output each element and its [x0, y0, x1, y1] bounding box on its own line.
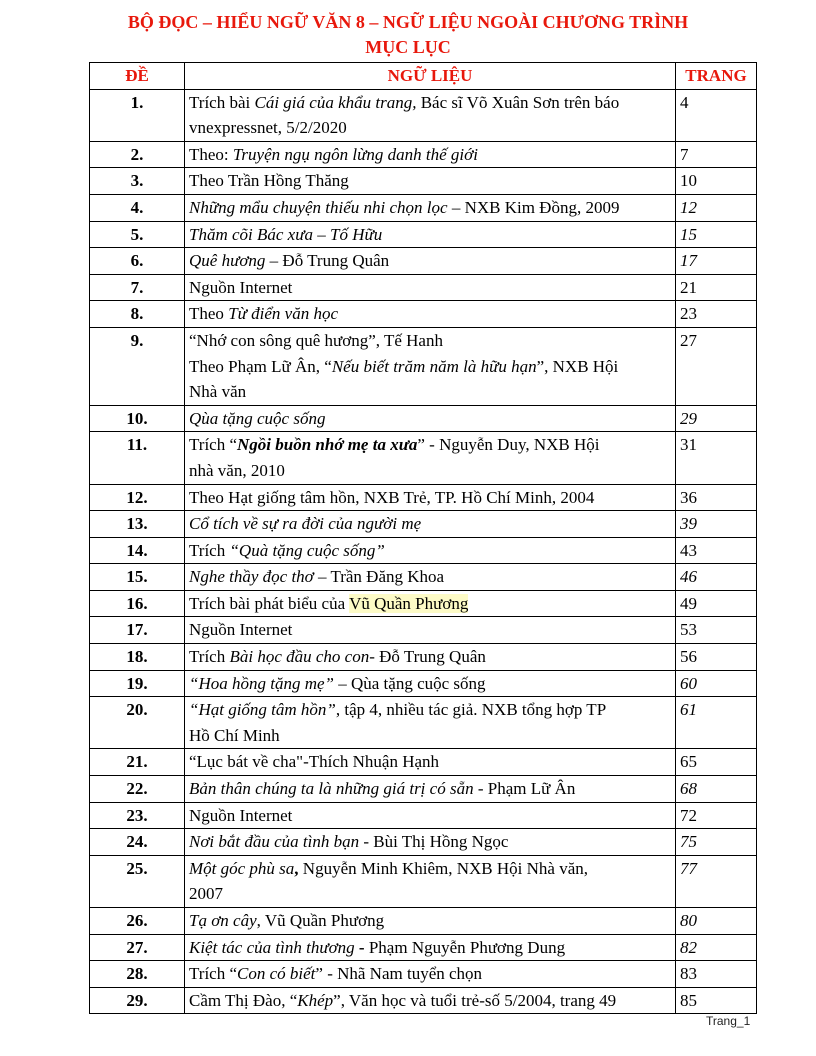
source-line	[189, 248, 671, 274]
entry-number: 29.	[90, 987, 185, 1014]
entry-source	[185, 749, 676, 776]
table-row	[90, 908, 757, 935]
entry-source	[185, 537, 676, 564]
table-row	[90, 961, 757, 988]
entry-page: 15	[676, 221, 757, 248]
page-footer: Trang_1	[706, 1014, 751, 1028]
table-row	[90, 194, 757, 221]
entry-source	[185, 590, 676, 617]
source-segment: -	[354, 937, 369, 957]
source-segment: Trích “	[189, 964, 238, 984]
col-header-trang: TRANG	[676, 63, 757, 90]
entry-source	[185, 221, 676, 248]
entry-source	[185, 802, 676, 829]
entry-source	[185, 776, 676, 803]
source-segment: , Vũ Quần Phương	[256, 911, 385, 930]
source-segment: Kiệt tác của tình thương	[189, 937, 355, 957]
source-line	[189, 432, 671, 458]
source-segment: Nguồn Internet	[189, 805, 293, 825]
source-segment: Theo Hạt giống tâm hồn, NXB Trẻ, TP. Hồ Chí Minh, 2004	[189, 487, 595, 507]
entry-page: 65	[676, 749, 757, 776]
entry-page: 17	[676, 248, 757, 275]
source-segment: Nếu biết trăm năm là hữu hạn	[331, 356, 537, 376]
entry-page: 10	[676, 168, 757, 195]
entry-number: 28.	[90, 961, 185, 988]
entry-source	[185, 141, 676, 168]
source-line	[189, 935, 671, 961]
entry-number: 15.	[90, 564, 185, 591]
source-segment: - Phạm Lữ Ân	[473, 779, 576, 799]
entry-page: 21	[676, 274, 757, 301]
table-row	[90, 934, 757, 961]
entry-number: 7.	[90, 274, 185, 301]
source-segment: ” - Nguyễn Duy, NXB Hội	[417, 435, 600, 455]
source-segment: Bài học đầu cho con	[229, 647, 370, 667]
source-line	[189, 564, 671, 590]
source-line	[189, 803, 671, 829]
source-line	[189, 142, 671, 168]
table-row	[90, 405, 757, 432]
table-row	[90, 617, 757, 644]
entry-source	[185, 168, 676, 195]
source-segment: “Quà tặng cuộc sống”	[229, 540, 385, 560]
entry-number: 10.	[90, 405, 185, 432]
table-row	[90, 484, 757, 511]
entry-number: 20.	[90, 697, 185, 749]
entry-page: 68	[676, 776, 757, 803]
entry-number: 16.	[90, 590, 185, 617]
table-row	[90, 829, 757, 856]
table-row	[90, 697, 757, 749]
entry-source	[185, 670, 676, 697]
entry-page: 49	[676, 590, 757, 617]
source-segment: “Lục bát về cha"-Thích Nhuận Hạnh	[189, 752, 440, 772]
source-line	[189, 776, 671, 802]
source-line	[189, 168, 671, 194]
source-segment: Cổ tích về sự ra đời của người mẹ	[189, 514, 422, 534]
entry-number: 14.	[90, 537, 185, 564]
source-segment: Nơi bắt đầu của tình bạn	[189, 832, 360, 852]
entry-page: 53	[676, 617, 757, 644]
entry-number: 19.	[90, 670, 185, 697]
source-segment: , tập 4, nhiều tác giả. NXB tổng hợp TP	[335, 700, 607, 720]
table-row	[90, 590, 757, 617]
entry-page: 77	[676, 855, 757, 907]
entry-number: 11.	[90, 432, 185, 484]
entry-source	[185, 987, 676, 1014]
source-segment: – Trần Đăng Khoa	[313, 567, 445, 587]
document-title: BỘ ĐỌC – HIỂU NGỮ VĂN 8 – NGỮ LIỆU NGOÀI CHƯƠNG TRÌNH	[127, 12, 689, 32]
entry-number: 5.	[90, 221, 185, 248]
entry-page: 43	[676, 537, 757, 564]
entry-number: 3.	[90, 168, 185, 195]
source-segment: Cái giá của khẩu trang,	[254, 92, 417, 112]
source-segment: Quê hương	[189, 251, 266, 271]
entry-page: 75	[676, 829, 757, 856]
entry-page: 60	[676, 670, 757, 697]
entry-number: 4.	[90, 194, 185, 221]
table-row	[90, 644, 757, 671]
source-line	[189, 275, 671, 301]
source-segment: – Qùa tặng cuộc sống	[333, 673, 486, 693]
entry-source	[185, 961, 676, 988]
source-line	[189, 961, 671, 987]
entry-number: 2.	[90, 141, 185, 168]
source-line	[189, 115, 671, 141]
source-line	[189, 222, 671, 248]
entry-page: 23	[676, 301, 757, 328]
source-line	[189, 908, 671, 934]
entry-source	[185, 405, 676, 432]
entry-page: 12	[676, 194, 757, 221]
source-line	[189, 195, 671, 221]
table-row	[90, 511, 757, 538]
entry-source	[185, 194, 676, 221]
entry-source	[185, 644, 676, 671]
table-row	[90, 432, 757, 484]
source-segment: Nghe thầy đọc thơ	[189, 567, 314, 587]
source-line	[189, 856, 671, 882]
source-segment: Qùa tặng cuộc sống	[189, 408, 326, 428]
source-line	[189, 829, 671, 855]
entry-source	[185, 432, 676, 484]
entry-number: 9.	[90, 327, 185, 405]
entry-page: 39	[676, 511, 757, 538]
entry-number: 17.	[90, 617, 185, 644]
table-row	[90, 987, 757, 1014]
table-row	[90, 776, 757, 803]
entry-number: 18.	[90, 644, 185, 671]
source-segment: Theo Phạm Lữ Ân, “	[189, 356, 332, 376]
table-row	[90, 248, 757, 275]
source-segment: Nhà văn	[189, 382, 247, 402]
entry-number: 21.	[90, 749, 185, 776]
source-segment: Khép	[297, 990, 334, 1010]
source-line	[189, 591, 671, 617]
entry-number: 24.	[90, 829, 185, 856]
entry-source	[185, 274, 676, 301]
source-segment: ”, Văn học và tuổi trẻ-số 5/2004, trang 49	[333, 990, 617, 1010]
source-line	[189, 301, 671, 327]
entry-source	[185, 829, 676, 856]
source-segment: “Hạt giống tâm hồn”	[189, 700, 336, 720]
source-line	[189, 617, 671, 643]
source-segment: Ngồi buồn nhớ mẹ ta xưa	[237, 435, 418, 455]
toc-header-row	[90, 63, 757, 90]
entry-source	[185, 934, 676, 961]
source-segment: vnexpressnet, 5/2/2020	[189, 118, 347, 138]
source-segment: Tạ ơn cây	[189, 911, 257, 930]
table-row	[90, 670, 757, 697]
col-header-ngu-lieu: NGỮ LIỆU	[185, 63, 676, 90]
source-segment: Theo:	[189, 144, 233, 164]
source-segment: Những mẩu chuyện thiếu nhi chọn lọc	[189, 197, 448, 217]
source-segment: Nguồn Internet	[189, 277, 293, 297]
entry-page: 31	[676, 432, 757, 484]
source-line	[189, 511, 671, 537]
entry-number: 26.	[90, 908, 185, 935]
entry-source	[185, 484, 676, 511]
entry-page: 82	[676, 934, 757, 961]
source-line	[189, 723, 671, 749]
source-segment: Trích	[189, 647, 230, 667]
source-segment: Con có biết	[237, 964, 316, 984]
table-row	[90, 749, 757, 776]
entry-source	[185, 248, 676, 275]
entry-page: 83	[676, 961, 757, 988]
source-line	[189, 354, 671, 380]
source-segment: Cầm Thị Đào, “	[189, 990, 298, 1010]
source-segment: Nguyễn Minh Khiêm, NXB Hội Nhà văn,	[298, 858, 588, 878]
source-segment: Trích	[189, 540, 230, 560]
source-line	[189, 538, 671, 564]
source-segment: Theo	[189, 304, 229, 324]
source-segment: Từ điển văn học	[228, 304, 339, 324]
entry-page: 4	[676, 89, 757, 141]
entry-source	[185, 301, 676, 328]
entry-page: 36	[676, 484, 757, 511]
source-line	[189, 697, 671, 723]
table-row	[90, 564, 757, 591]
source-line	[189, 90, 671, 116]
entry-page: 7	[676, 141, 757, 168]
entry-number: 25.	[90, 855, 185, 907]
entry-source	[185, 855, 676, 907]
source-segment: Bản thân chúng ta là những giá trị có sẵn	[189, 779, 474, 799]
source-segment: Trích “	[189, 435, 238, 455]
table-row	[90, 221, 757, 248]
entry-page: 56	[676, 644, 757, 671]
table-row	[90, 141, 757, 168]
source-segment: “Nhớ con sông quê hương”, Tế Hanh	[189, 330, 443, 350]
source-segment: ,	[294, 858, 299, 878]
table-row	[90, 168, 757, 195]
entry-number: 23.	[90, 802, 185, 829]
source-segment: Theo Trần Hồng Thăng	[189, 171, 349, 191]
source-segment: Hồ Chí Minh	[189, 725, 280, 745]
source-segment: – NXB Kim Đồng, 2009	[447, 197, 620, 217]
table-row	[90, 802, 757, 829]
entry-number: 8.	[90, 301, 185, 328]
entry-source	[185, 564, 676, 591]
source-line	[189, 379, 671, 405]
source-segment: - Đỗ Trung Quân	[369, 647, 486, 667]
col-header-de: ĐỀ	[90, 63, 185, 90]
source-segment: Một góc phù sa	[189, 858, 295, 878]
table-row	[90, 855, 757, 907]
source-segment: “Hoa hồng tặng mẹ”	[189, 673, 334, 693]
table-row	[90, 89, 757, 141]
source-segment: Trích bài phát biểu của	[189, 593, 350, 613]
table-row	[90, 537, 757, 564]
entry-number: 6.	[90, 248, 185, 275]
source-line	[189, 458, 671, 484]
source-segment: Vũ Quần Phương	[349, 593, 469, 613]
entry-page: 27	[676, 327, 757, 405]
entry-source	[185, 89, 676, 141]
source-line	[189, 881, 671, 907]
entry-page: 85	[676, 987, 757, 1014]
source-line	[189, 671, 671, 697]
entry-number: 27.	[90, 934, 185, 961]
source-segment: - Bùi Thị Hồng Ngọc	[359, 832, 509, 852]
source-line	[189, 406, 671, 432]
source-segment: Bác sĩ Võ Xuân Sơn trên báo	[416, 92, 620, 112]
entry-number: 22.	[90, 776, 185, 803]
source-segment: Thăm cõi Bác xưa – Tố Hữu	[189, 224, 383, 244]
entry-source	[185, 327, 676, 405]
entry-source	[185, 617, 676, 644]
entry-source	[185, 697, 676, 749]
toc-heading: MỤC LỤC	[365, 37, 451, 57]
entry-page: 29	[676, 405, 757, 432]
source-line	[189, 988, 671, 1014]
source-line	[189, 749, 671, 775]
table-row	[90, 327, 757, 405]
source-line	[189, 644, 671, 670]
entry-page: 61	[676, 697, 757, 749]
source-line	[189, 328, 671, 354]
entry-page: 72	[676, 802, 757, 829]
entry-number: 13.	[90, 511, 185, 538]
entry-page: 80	[676, 908, 757, 935]
source-segment: – Đỗ Trung Quân	[265, 251, 390, 271]
source-segment: ” - Nhã Nam tuyển chọn	[315, 964, 483, 984]
source-segment: Nguồn Internet	[189, 620, 293, 640]
source-line	[189, 485, 671, 511]
table-row	[90, 274, 757, 301]
toc-body	[90, 89, 757, 1014]
entry-source	[185, 908, 676, 935]
entry-number: 1.	[90, 89, 185, 141]
source-segment: Truyện ngụ ngôn lừng danh thế giới	[232, 144, 478, 164]
entry-number: 12.	[90, 484, 185, 511]
table-row	[90, 301, 757, 328]
entry-source	[185, 511, 676, 538]
source-segment: Trích bài	[189, 92, 255, 112]
toc-table	[89, 62, 757, 1014]
source-segment: nhà văn, 2010	[189, 460, 285, 480]
source-segment: 2007	[189, 884, 223, 904]
entry-page: 46	[676, 564, 757, 591]
source-segment: ”, NXB Hội	[536, 356, 619, 376]
source-segment: Phạm Nguyễn Phương Dung	[368, 937, 566, 957]
